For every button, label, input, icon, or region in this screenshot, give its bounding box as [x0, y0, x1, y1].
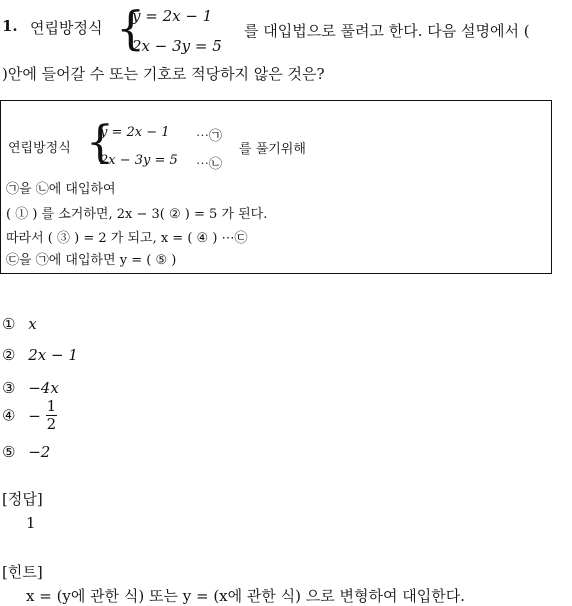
box-eq2: 2x − 3y = 5: [100, 153, 178, 168]
choice-4[interactable]: [2, 398, 57, 433]
system-brace: {: [116, 1, 146, 55]
box-line5: 따라서 ( ③ ) = 2 가 되고, x = ( ④ ) ⋯㉢: [6, 231, 248, 246]
choice-mark: ④: [2, 406, 16, 425]
box-line3: ㉠을 ㉡에 대입하여: [6, 182, 116, 197]
box-system-brace: {: [86, 117, 114, 168]
hint-text: x = (y에 관한 식) 또는 y = (x에 관한 식) 으로 변형하여 대입한다.: [26, 587, 465, 605]
choice-mark: ②: [2, 346, 16, 364]
choice-fraction: [46, 398, 58, 433]
box-eq1-tag: ⋯㉠: [196, 129, 223, 144]
hint-label: [힌트]: [2, 563, 43, 581]
answer-label: [정답]: [2, 490, 43, 508]
question-number: 1.: [2, 17, 18, 35]
box-eq2-tag: ⋯㉡: [196, 157, 223, 172]
question-line1-post: 를 대입법으로 풀려고 한다. 다음 설명에서 (: [244, 22, 530, 40]
question-eq2: 2x − 3y = 5: [132, 37, 222, 55]
box-eq1: y = 2x − 1: [100, 125, 170, 140]
choice-mark: ①: [2, 315, 16, 333]
choice-mark: ⑤: [2, 443, 16, 461]
choice-value: −2: [28, 443, 51, 461]
choice-2[interactable]: [2, 346, 78, 364]
fraction-numerator: 1: [46, 397, 57, 415]
choice-value: x: [28, 315, 37, 333]
box-line6: ㉢을 ㉠에 대입하면 y = ( ⑤ ): [6, 253, 177, 268]
question-eq1: y = 2x − 1: [132, 7, 213, 25]
choice-3[interactable]: [2, 379, 59, 397]
choice-mark: ③: [2, 379, 16, 397]
answer-value: 1: [26, 514, 36, 532]
choice-1[interactable]: [2, 315, 37, 333]
fraction-denominator: 2: [46, 415, 57, 433]
box-system-label: 연립방정식: [8, 141, 71, 156]
choice-value: −4x: [28, 379, 59, 397]
box-system-post: 를 풀기위해: [239, 142, 306, 157]
choice-5[interactable]: [2, 443, 50, 461]
question-line2: )안에 들어갈 수 또는 기호로 적당하지 않은 것은?: [2, 65, 325, 83]
box-line4: ( ① ) 를 소거하면, 2x − 3( ② ) = 5 가 된다.: [6, 207, 268, 222]
question-system-label: 연립방정식: [30, 19, 103, 37]
choice-value: −: [28, 406, 41, 425]
choice-value: 2x − 1: [28, 346, 78, 364]
